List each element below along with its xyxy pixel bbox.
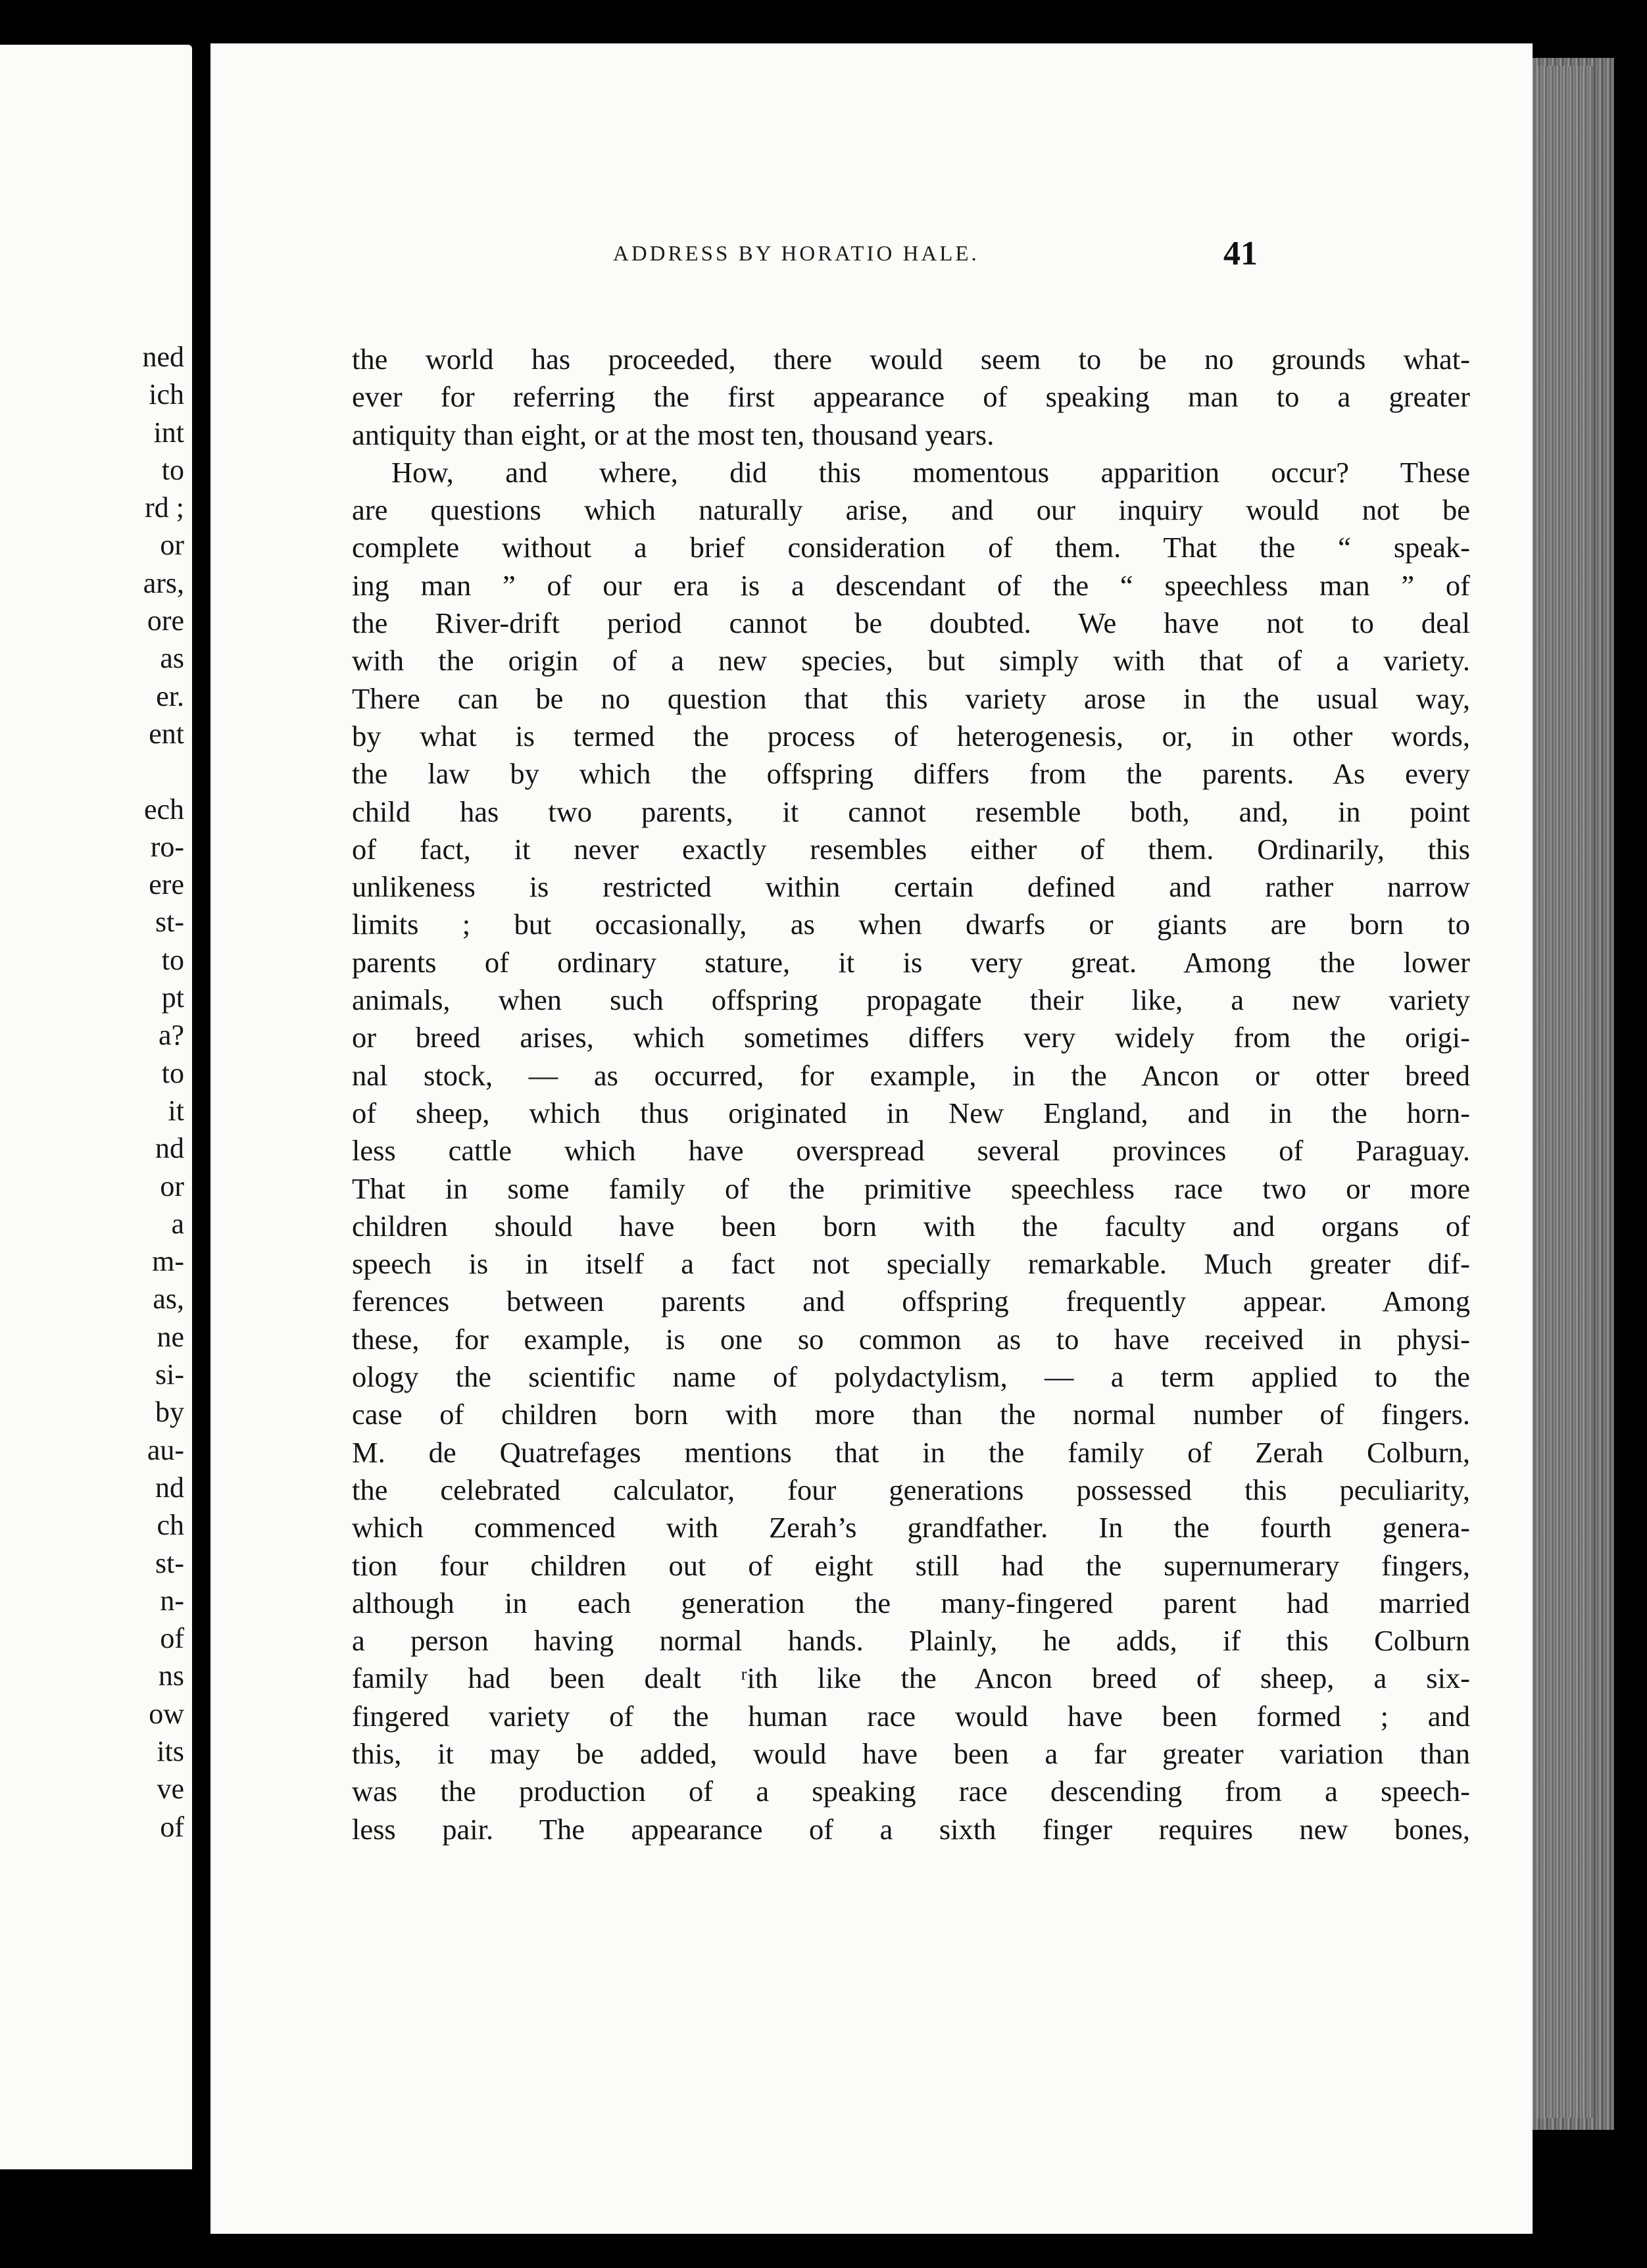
text-line: family had been dealt ʳith like the Ancon breed of sheep, a six-	[352, 1662, 1470, 1695]
text-line: speech is in itself a fact not specially remarkable. Much greater dif-	[352, 1247, 1470, 1281]
fragment-line: ere	[149, 868, 184, 901]
fragment-line: nd	[155, 1132, 184, 1165]
text-line: this, it may be added, would have been a far greater variation than	[352, 1737, 1470, 1770]
text-line: or breed arises, which sometimes differs very widely from the origi-	[352, 1021, 1470, 1054]
text-line: antiquity than eight, or at the most ten, thousand years.	[352, 418, 995, 451]
fragment-line: ch	[157, 1509, 184, 1542]
current-page	[210, 43, 1533, 2234]
text-line: are questions which naturally arise, and our inquiry would not be	[352, 493, 1470, 527]
text-line: a person having normal hands. Plainly, he adds, if this Colburn	[352, 1624, 1470, 1658]
fragment-line: er.	[156, 679, 184, 712]
text-line: How, and where, did this momentous apparition occur? These	[391, 455, 1470, 489]
fragment-line: a	[171, 1207, 184, 1240]
page-header	[210, 235, 1533, 287]
text-line: children should have been born with the faculty and organs of	[352, 1209, 1470, 1243]
text-line: tion four children out of eight still had the supernumerary fingers,	[352, 1548, 1470, 1582]
text-line: of fact, it never exactly resembles either of them. Ordinarily, this	[352, 832, 1470, 866]
fragment-line: ne	[157, 1320, 184, 1353]
previous-page-text	[0, 338, 184, 1846]
text-line: That in some family of the primitive speechless race two or more	[352, 1171, 1470, 1205]
fragment-line: st-	[155, 1546, 184, 1579]
previous-page-fragment	[0, 45, 192, 2169]
text-line: complete without a brief consideration of them. That the “ speak-	[352, 531, 1470, 564]
fragment-line: to	[161, 1056, 184, 1089]
fragment-line: of	[160, 1622, 184, 1655]
text-line: limits ; but occasionally, as when dwarfs or giants are born to	[352, 908, 1470, 941]
fragment-line: ow	[149, 1697, 184, 1730]
fragment-line: it	[168, 1094, 184, 1127]
fragment-line: nd	[155, 1471, 184, 1504]
fragment-line: to	[161, 943, 184, 976]
fragment-line: a?	[158, 1019, 184, 1052]
fragment-line: or	[160, 529, 184, 562]
text-line: the celebrated calculator, four generations possessed this peculiarity,	[352, 1473, 1470, 1506]
text-line: less pair. The appearance of a sixth finger requires new bones,	[352, 1812, 1470, 1846]
fragment-line: ars,	[143, 566, 184, 599]
text-line: the world has proceeded, there would seem to be no grounds what-	[352, 343, 1470, 376]
fragment-line: by	[155, 1396, 184, 1429]
text-line: There can be no question that this variety arose in the usual way,	[352, 681, 1470, 715]
text-line: the law by which the offspring differs from the parents. As every	[352, 757, 1470, 791]
fragment-line: au-	[147, 1433, 184, 1466]
fragment-line: n-	[160, 1584, 184, 1617]
fragment-line: ve	[157, 1773, 184, 1806]
fragment-line	[0, 752, 184, 790]
text-line: ology the scientific name of polydactylism, — a term applied to the	[352, 1360, 1470, 1394]
fragment-line: ore	[147, 604, 184, 637]
fragment-line: m-	[152, 1245, 184, 1278]
fragment-line: or	[160, 1170, 184, 1202]
text-line: less cattle which have overspread several provinces of Paraguay.	[352, 1134, 1470, 1168]
text-line: case of children born with more than the normal number of fingers.	[352, 1398, 1470, 1431]
text-line: although in each generation the many-fingered parent had married	[352, 1586, 1470, 1619]
fragment-line: int	[153, 416, 184, 449]
body-text	[352, 341, 1470, 1848]
fragment-line: ech	[143, 793, 184, 826]
fragment-line: its	[157, 1735, 184, 1767]
text-line: which commenced with Zerah’s grandfather. In the fourth genera-	[352, 1511, 1470, 1544]
fragment-line: rd ;	[145, 491, 184, 524]
fragment-line: ns	[158, 1660, 184, 1692]
fragment-line: ich	[149, 378, 184, 411]
text-line: unlikeness is restricted within certain defined and rather narrow	[352, 870, 1470, 904]
text-line: was the production of a speaking race descending from a speech-	[352, 1775, 1470, 1808]
fragment-line: to	[161, 453, 184, 486]
fragment-line: ned	[142, 341, 184, 373]
page-number: 41	[1223, 235, 1258, 272]
text-line: the River-drift period cannot be doubted. We have not to deal	[352, 606, 1470, 640]
text-line: ferences between parents and offspring frequently appear. Among	[352, 1285, 1470, 1318]
text-line: by what is termed the process of heterogenesis, or, in other words,	[352, 719, 1470, 752]
text-line: parents of ordinary stature, it is very great. Among the lower	[352, 945, 1470, 979]
book-page-edges-inner	[1536, 66, 1593, 2118]
text-line: of sheep, which thus originated in New England, and in the horn-	[352, 1096, 1470, 1129]
text-line: ever for referring the first appearance of speaking man to a greater	[352, 380, 1470, 414]
fragment-line: st-	[155, 906, 184, 939]
fragment-line: as	[160, 642, 184, 675]
text-line: animals, when such offspring propagate their like, a new variety	[352, 983, 1470, 1017]
fragment-line: ent	[149, 717, 184, 750]
text-line: fingered variety of the human race would have been formed ; and	[352, 1699, 1470, 1733]
text-line: child has two parents, it cannot resemble both, and, in point	[352, 795, 1470, 828]
running-head: ADDRESS BY HORATIO HALE.	[613, 242, 979, 266]
fragment-line: as,	[153, 1283, 184, 1316]
fragment-line: pt	[161, 981, 184, 1014]
fragment-line: of	[160, 1810, 184, 1843]
fragment-line: ro-	[150, 830, 184, 863]
text-line: M. de Quatrefages mentions that in the family of Zerah Colburn,	[352, 1435, 1470, 1469]
text-line: ing man ” of our era is a descendant of the “ speechless man ” of	[352, 568, 1470, 602]
fragment-line: si-	[155, 1358, 184, 1391]
text-line: these, for example, is one so common as to have received in physi-	[352, 1322, 1470, 1356]
text-line: with the origin of a new species, but simply with that of a variety.	[352, 644, 1470, 678]
text-line: nal stock, — as occurred, for example, in the Ancon or otter breed	[352, 1058, 1470, 1092]
